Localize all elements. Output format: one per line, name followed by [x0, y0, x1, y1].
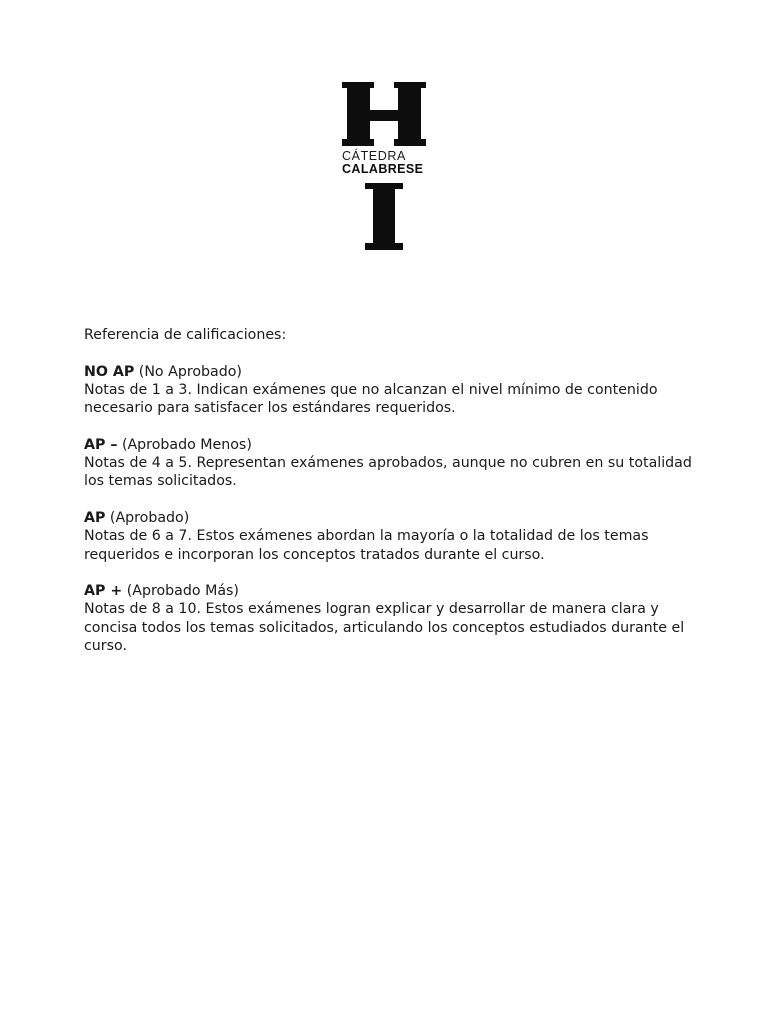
- grade-label: (Aprobado): [109, 509, 190, 526]
- logo-line-calabrese: CALABRESE: [342, 162, 424, 176]
- grade-description: Notas de 6 a 7. Estos exámenes abordan la mayoría o la totalidad de los temas requeridos e incorporan los conceptos tratados durante el curso.: [84, 528, 649, 563]
- grade-section-ap: [84, 509, 704, 564]
- grade-title: [84, 363, 704, 381]
- catedra-logo: [340, 80, 430, 252]
- grade-code: AP: [84, 509, 106, 526]
- grade-title: [84, 436, 704, 454]
- grade-description: Notas de 4 a 5. Representan exámenes aprobados, aunque no cubren en su totalidad los temas solicitados.: [84, 455, 692, 490]
- grade-code: AP –: [84, 436, 118, 453]
- grade-code: AP +: [84, 583, 123, 600]
- document-body: [84, 326, 704, 655]
- grade-section-no-ap: [84, 363, 704, 418]
- grade-section-ap-minus: [84, 436, 704, 491]
- logo-line-catedra: CÁTEDRA: [342, 149, 406, 163]
- grade-code: NO AP: [84, 363, 135, 380]
- grade-label: (Aprobado Menos): [121, 436, 252, 453]
- grade-label: (No Aprobado): [138, 363, 242, 380]
- logo-wordmark: [342, 150, 432, 176]
- grade-description: Notas de 1 a 3. Indican exámenes que no alcanzan el nivel mínimo de contenido necesario para satisfacer los estándares requeridos.: [84, 381, 658, 417]
- grade-title: [84, 582, 704, 600]
- grade-title: [84, 509, 704, 527]
- logo-letter-i: [365, 183, 403, 250]
- grade-label: (Aprobado Más): [126, 583, 239, 600]
- document-heading: Referencia de calificaciones:: [84, 327, 287, 343]
- grade-description: Notas de 8 a 10. Estos exámenes logran explicar y desarrollar de manera clara y concisa todos los temas solicitados, articulando los conceptos estudiados durante el curso.: [84, 601, 685, 655]
- logo-letter-h: [342, 82, 426, 146]
- grade-section-ap-plus: [84, 582, 704, 655]
